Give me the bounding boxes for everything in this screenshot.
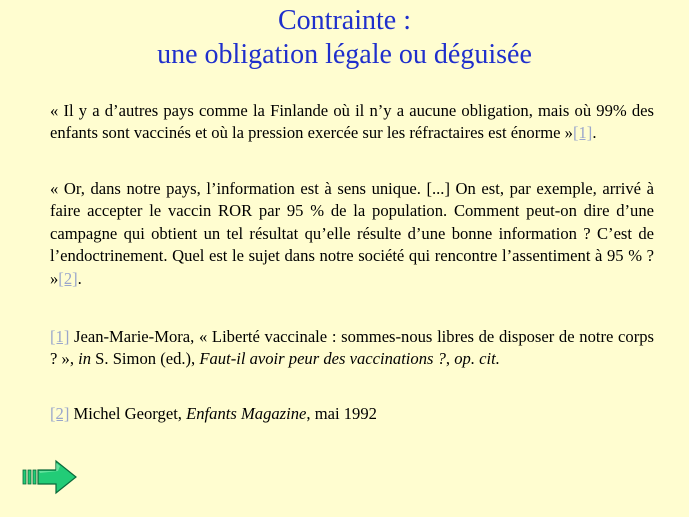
slide-title-line2: une obligation légale ou déguisée <box>157 39 532 70</box>
footnote-link-2[interactable]: [2] <box>58 268 78 288</box>
footnote-1-in: in <box>78 349 92 369</box>
footnote-1-book: Faut-il avoir peur des vaccinations ? <box>199 349 446 369</box>
footnote-1-sep2: , <box>445 349 455 369</box>
footnote-2-ref[interactable]: [2] <box>50 404 70 423</box>
quote-finland-text: « Il y a d’autres pays comme la Finlande où il n’y a aucune obligation, mais où 99% des enfants sont vaccinés et où la pression exercée sur les réfractaires est énorme » <box>50 101 654 143</box>
quote-finland-end: . <box>592 123 597 143</box>
footnote-1 <box>50 326 654 371</box>
footnote-1-editor: S. Simon (ed.), <box>91 349 200 369</box>
quote-finland <box>50 100 654 145</box>
footnote-1-ref[interactable]: [1] <box>50 327 70 346</box>
footnote-link-1[interactable]: [1] <box>572 123 593 143</box>
slide-title-line1: Contrainte : <box>278 5 411 36</box>
footnote-1-opcit: op. cit. <box>454 349 500 369</box>
arrow-right-icon[interactable] <box>20 459 78 495</box>
quote-ror-end: . <box>77 268 82 288</box>
quote-ror <box>50 178 654 290</box>
slide-title <box>0 4 689 72</box>
footnote-2-magazine: Enfants Magazine <box>186 404 307 423</box>
footnote-1-sep1: , <box>69 349 79 369</box>
footnote-2-date: , mai 1992 <box>306 404 377 423</box>
footnote-2 <box>50 403 654 425</box>
footnote-1-author: Jean-Marie-Mora, « Liberté vaccinale : sommes-nous libres de disposer de notre corps ? » <box>50 327 654 369</box>
quote-ror-text: « Or, dans notre pays, l’information est à sens unique. [...] On est, par exemple, arrivé à faire accepter le vaccin ROR par 95 % de la population. Comment peut-on dire d’une campagne qui obtient un tel résultat qu’elle résulte d’une bonne information ? C’est de l’endoctrinement. Quel est le sujet dans notre société qui rencontre l’assentiment à 95 % ? » <box>50 179 654 288</box>
footnote-2-author: Michel Georget, <box>69 404 187 423</box>
